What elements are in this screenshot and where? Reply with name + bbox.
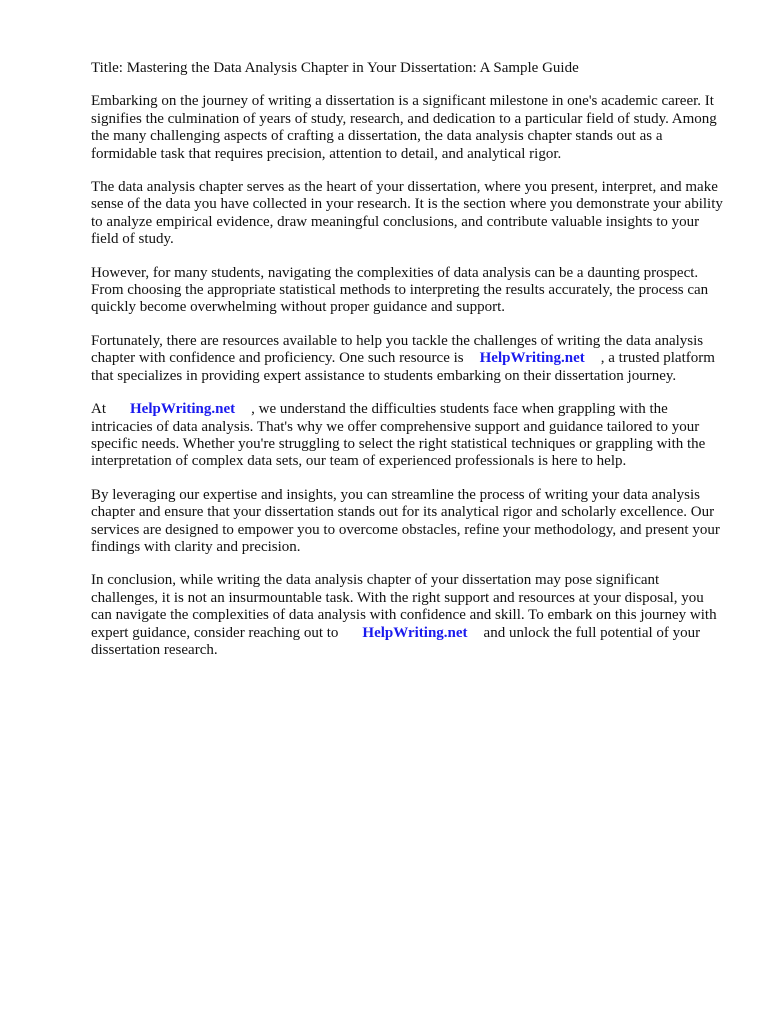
paragraph-conclusion: [91, 572, 728, 659]
helpwriting-link[interactable]: HelpWriting.net: [479, 350, 585, 367]
paragraph-intro: Embarking on the journey of writing a dissertation is a significant milestone in one's academic career. It signifies the culmination of years of study, research, and dedication to a particular field of study. Among the many challenging aspects of crafting a dissertation, the data analysis chapter stands out as a formidable task that requires precision, attention to detail, and analytical rigor.: [91, 93, 717, 162]
paragraph-leveraging-expertise: By leveraging our expertise and insights, you can streamline the process of writing your data analysis chapter and ensure that your dissertation stands out for its analytical rigor and scholarly excellence. Our services are designed to empower you to overcome obstacles, refine your methodology, and present your findings with clarity and precision.: [91, 486, 720, 555]
paragraph-resources-text-before: Fortunately, there are resources available to help you tackle the challenges of writing the data analysis chapter with confidence and proficiency. One such resource is: [91, 332, 704, 367]
paragraph-we-understand-text-after: , we understand the difficulties students face when grappling with the intricacies of data analysis. That's why we offer comprehensive support and guidance tailored to your specific needs. Whether you're struggling to select the right statistical techniques or grappling with the interpretation of complex data sets, our team of experienced professionals is here to help.: [91, 401, 706, 470]
paragraph-we-understand-text-before: At: [91, 401, 106, 418]
helpwriting-link[interactable]: HelpWriting.net: [130, 401, 236, 418]
paragraph-daunting-prospect: However, for many students, navigating the complexities of data analysis can be a daunting prospect. From choosing the appropriate statistical methods to interpreting the results accurately, the process can quickly become overwhelming without proper guidance and support.: [91, 264, 709, 316]
paragraph-resources: [91, 333, 728, 385]
paragraph-heart-of-dissertation: The data analysis chapter serves as the heart of your dissertation, where you present, interpret, and make sense of the data you have collected in your research. It is the section where you demonstrate your ability to analyze empirical evidence, draw meaningful conclusions, and contribute valuable insights to your field of study.: [91, 179, 723, 248]
paragraph-we-understand: [91, 401, 728, 471]
document-title: Title: Mastering the Data Analysis Chapter in Your Dissertation: A Sample Guide: [91, 60, 579, 76]
helpwriting-link[interactable]: HelpWriting.net: [362, 624, 468, 641]
paragraph-conclusion-text-after: and unlock the full potential of your dissertation research.: [91, 624, 701, 658]
paragraph-conclusion-text-before: In conclusion, while writing the data analysis chapter of your dissertation may pose significant challenges, it is not an insurmountable task. With the right support and resources at your disposal, you can navigate the complexities of data analysis with confidence and skill. To embark on this journey with expert guidance, consider reaching out to: [91, 572, 717, 641]
paragraph-resources-text-after: , a trusted platform that specializes in providing expert assistance to students embarking on their dissertation journey.: [91, 350, 715, 384]
